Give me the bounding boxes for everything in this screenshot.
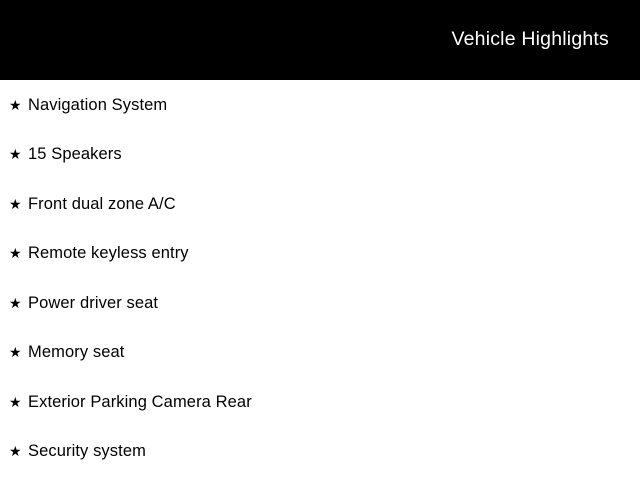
- star-bullet-icon: ★: [9, 344, 22, 361]
- list-item: [0, 80, 640, 130]
- list-item-label: Memory seat: [28, 343, 125, 361]
- list-item: [0, 179, 640, 229]
- list-item-label: 15 Speakers: [28, 145, 122, 163]
- star-bullet-icon: ★: [9, 195, 22, 212]
- list-item: [0, 229, 640, 279]
- list-item-label: Navigation System: [28, 95, 168, 114]
- list-item-label: Security system: [28, 442, 146, 460]
- vehicle-highlights-list: [0, 80, 640, 476]
- star-bullet-icon: ★: [9, 294, 22, 311]
- list-item-label: Exterior Parking Camera Rear: [28, 392, 252, 411]
- header-bar: [0, 0, 640, 80]
- list-item: [0, 278, 640, 328]
- star-bullet-icon: ★: [9, 393, 22, 410]
- list-item: [0, 328, 640, 378]
- list-item: [0, 377, 640, 427]
- list-item-label: Front dual zone A/C: [28, 194, 176, 213]
- list-item-label: Remote keyless entry: [28, 244, 189, 262]
- star-bullet-icon: ★: [9, 146, 22, 163]
- star-bullet-icon: ★: [9, 96, 22, 113]
- list-item-label: Power driver seat: [28, 293, 159, 312]
- star-bullet-icon: ★: [9, 443, 22, 460]
- list-item: [0, 130, 640, 180]
- star-bullet-icon: ★: [9, 245, 22, 262]
- list-item: [0, 427, 640, 477]
- page-title: Vehicle Highlights: [451, 28, 609, 51]
